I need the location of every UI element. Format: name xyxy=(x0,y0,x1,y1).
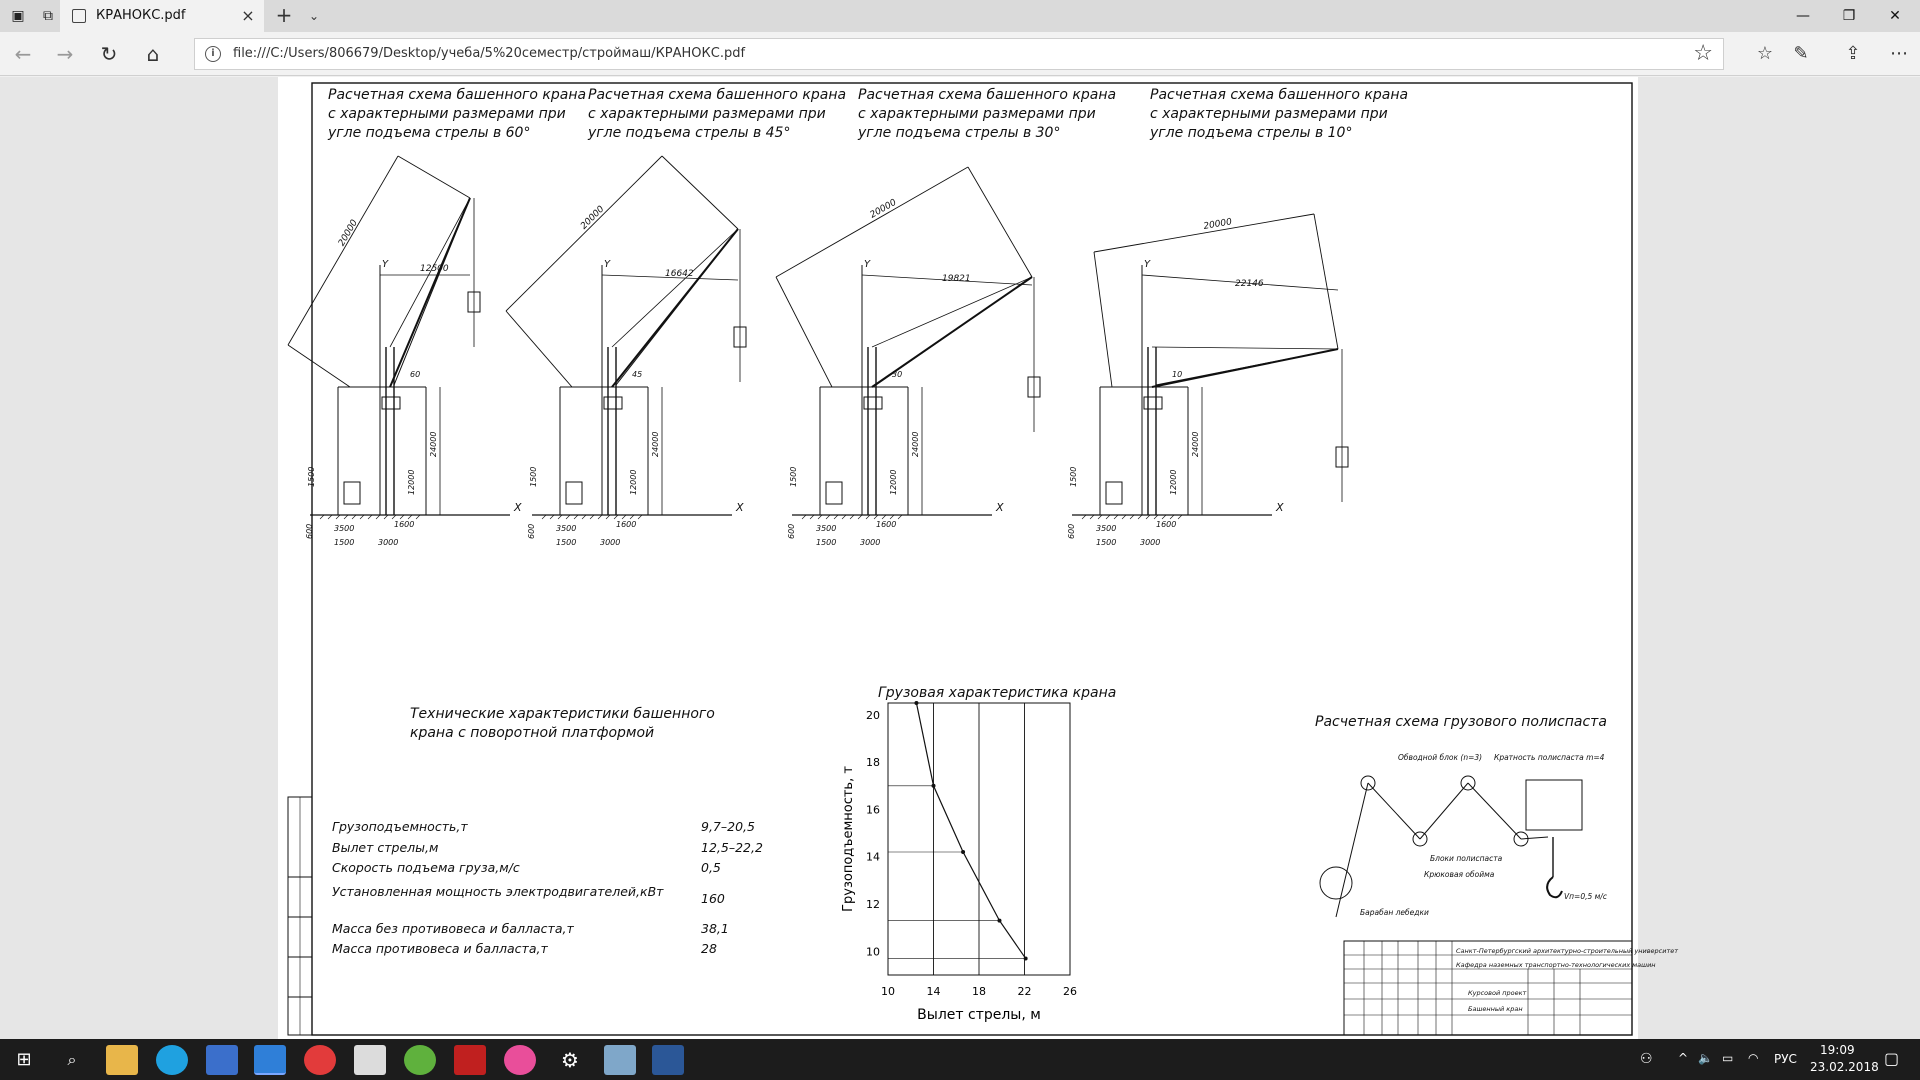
spec-value-4: 160 xyxy=(701,891,725,906)
hook-icon xyxy=(1547,877,1562,897)
frame-line-left xyxy=(506,156,662,311)
tab-active[interactable] xyxy=(60,0,264,32)
dim-3000-label: 3000 xyxy=(600,538,621,547)
scheme-title-1-line-3: угле подъема стрелы в 60° xyxy=(328,125,531,141)
pulley-label-speed: Vп=0,5 м/с xyxy=(1564,892,1607,901)
y-axis-title: Грузоподъемность, т xyxy=(841,766,856,912)
scheme-title-3-line-2: с характерными размерами при xyxy=(858,106,1096,122)
refresh-icon[interactable]: ↻ xyxy=(100,42,118,66)
y-axis-label: Y xyxy=(1144,259,1151,270)
y-axis-label: Y xyxy=(864,259,871,270)
home-icon[interactable]: ⌂ xyxy=(146,42,160,66)
reach-label: 16642 xyxy=(665,269,694,279)
dim-600-label: 600 xyxy=(1067,523,1076,539)
cab xyxy=(1144,397,1162,409)
rope-segment xyxy=(1468,783,1521,839)
spec-label-6: Масса противовеса и балласта,т xyxy=(332,941,548,956)
reach-label: 22146 xyxy=(1235,279,1264,289)
boom-stay xyxy=(1152,347,1338,349)
x-axis-title: Вылет стрелы, м xyxy=(917,1007,1041,1023)
load-point xyxy=(914,701,918,705)
restore-icon[interactable]: ❐ xyxy=(1842,8,1856,24)
winch-drum xyxy=(1320,867,1352,899)
dim-600-label: 600 xyxy=(787,523,796,539)
tray-chevron-icon[interactable]: ^ xyxy=(1678,1051,1689,1065)
x-tick-label: 18 xyxy=(972,985,986,998)
info-icon[interactable]: i xyxy=(205,46,221,62)
clock-date[interactable]: 23.02.2018 xyxy=(1810,1060,1879,1074)
boom-chord xyxy=(394,198,470,385)
clock-time[interactable]: 19:09 xyxy=(1820,1043,1855,1057)
boom-stay xyxy=(612,229,738,347)
frame-line-bottom xyxy=(1094,252,1112,387)
tower-height-label: 24000 xyxy=(651,431,660,457)
dim-1600-label: 1600 xyxy=(394,520,415,529)
rope-segment xyxy=(1368,783,1420,839)
dim-3000-label: 3000 xyxy=(860,538,881,547)
tab-bar xyxy=(0,0,1920,32)
dim-1600-label: 1600 xyxy=(616,520,637,529)
tech-title-line-2: крана с поворотной платформой xyxy=(410,725,655,741)
title-block xyxy=(1344,941,1678,1035)
language-indicator[interactable]: РУС xyxy=(1774,1052,1797,1066)
chevron-down-icon[interactable]: ⌄ xyxy=(308,9,320,23)
pulley-label-hook: Крюковая обойма xyxy=(1424,870,1495,879)
pulley-label-blocks: Блоки полиспаста xyxy=(1430,854,1503,863)
x-tick-label: 10 xyxy=(881,985,895,998)
boom-angle-label: 60 xyxy=(410,370,421,379)
scheme-title-1-line-2: с характерными размерами при xyxy=(328,106,566,122)
paint-icon[interactable] xyxy=(604,1045,636,1075)
counterweight xyxy=(1106,482,1122,504)
boom-length-label: 20000 xyxy=(579,204,607,232)
address-bar[interactable] xyxy=(194,38,1724,70)
forward-arrow-icon[interactable]: → xyxy=(56,42,74,66)
x-axis-label: X xyxy=(514,501,522,514)
load-point xyxy=(997,919,1001,923)
dim-3000-label: 3000 xyxy=(378,538,399,547)
chart-title: Грузовая характеристика крана xyxy=(878,685,1117,701)
scheme-title-4-line-3: угле подъема стрелы в 10° xyxy=(1150,125,1353,141)
y-axis-label: Y xyxy=(604,259,611,270)
spec-label-5: Масса без противовеса и балласта,т xyxy=(332,921,574,936)
boom-chord xyxy=(1156,349,1338,385)
taskbar xyxy=(0,1039,1920,1080)
x-tick-label: 26 xyxy=(1063,985,1077,998)
store-icon[interactable] xyxy=(206,1045,238,1075)
dim-1500-label: 1500 xyxy=(789,466,798,487)
boom-length-label: 20000 xyxy=(1202,217,1233,232)
frame-line-right xyxy=(968,167,1032,277)
boom-length-label: 20000 xyxy=(336,218,360,249)
load-curve xyxy=(916,703,1025,958)
spec-label-3: Скорость подъема груза,м/с xyxy=(332,860,520,875)
spec-label-4: Установленная мощность электродвигателей,кВт xyxy=(332,884,664,899)
dim-1500-bottom-label: 1500 xyxy=(1096,538,1117,547)
lower-height-label: 12000 xyxy=(889,469,898,495)
spec-label-2: Вылет стрелы,м xyxy=(332,840,439,855)
back-arrow-icon[interactable]: ← xyxy=(14,42,32,66)
crane-scheme-45 xyxy=(506,156,746,547)
rope-segment xyxy=(1420,783,1468,839)
rope-segment xyxy=(1336,783,1368,917)
x-axis-label: X xyxy=(736,501,744,514)
y-axis-label: Y xyxy=(382,259,389,270)
dim-1500-label: 1500 xyxy=(529,466,538,487)
search-icon[interactable]: ⌕ xyxy=(67,1050,77,1069)
dim-3500-label: 3500 xyxy=(334,524,355,533)
dim-1500-bottom-label: 1500 xyxy=(334,538,355,547)
tower-height-label: 24000 xyxy=(1191,431,1200,457)
cab xyxy=(864,397,882,409)
utorrent-icon[interactable] xyxy=(404,1045,436,1075)
frame-line-right xyxy=(398,156,470,198)
minimize-icon[interactable]: — xyxy=(1796,8,1810,24)
y-tick-label: 12 xyxy=(866,898,880,912)
spec-value-1: 9,7–20,5 xyxy=(701,819,755,834)
boom-angle-label: 45 xyxy=(632,370,643,379)
hook-block-frame xyxy=(1526,780,1582,830)
crane-scheme-10 xyxy=(1067,214,1348,547)
boom-angle-label: 30 xyxy=(892,370,903,379)
crane-scheme-30 xyxy=(776,167,1040,547)
y-tick-label: 18 xyxy=(866,756,880,770)
pulley-label-drum: Барабан лебедки xyxy=(1360,908,1429,917)
frame-line-right xyxy=(1314,214,1338,349)
y-tick-label: 14 xyxy=(866,850,880,864)
dim-1500-bottom-label: 1500 xyxy=(556,538,577,547)
counterweight xyxy=(344,482,360,504)
pulley-title: Расчетная схема грузового полиспаста xyxy=(1315,714,1607,730)
tab-title: КРАНОКС.pdf xyxy=(96,8,186,23)
cab xyxy=(382,397,400,409)
spec-table xyxy=(332,819,763,956)
frame-line-left xyxy=(288,156,398,345)
dim-1600-label: 1600 xyxy=(876,520,897,529)
set-aside-tabs-icon[interactable]: ⧉ xyxy=(43,8,53,24)
scheme-title-4-line-1: Расчетная схема башенного крана xyxy=(1150,87,1409,103)
tab-actions-icon[interactable]: ▣ xyxy=(11,8,25,24)
crane-schemes xyxy=(288,156,1348,547)
spec-value-3: 0,5 xyxy=(701,860,721,875)
dim-1600-label: 1600 xyxy=(1156,520,1177,529)
address-url: file:///C:/Users/806679/Desktop/учеба/5%20семестр/строймаш/КРАНОКС.pdf xyxy=(233,46,746,61)
scheme-title-4-line-2: с характерными размерами при xyxy=(1150,106,1388,122)
scheme-title-2-line-3: угле подъема стрелы в 45° xyxy=(588,125,791,141)
y-tick-label: 16 xyxy=(866,803,880,817)
frame-line-left xyxy=(1094,214,1314,252)
skype-icon[interactable] xyxy=(156,1045,188,1075)
favorite-star-icon[interactable]: ☆ xyxy=(1693,41,1713,66)
dim-3500-label: 3500 xyxy=(816,524,837,533)
counterweight xyxy=(826,482,842,504)
tower-height-label: 24000 xyxy=(429,431,438,457)
load-point xyxy=(1024,956,1028,960)
favorites-icon[interactable]: ☆ xyxy=(1756,43,1774,64)
spec-label-1: Грузоподъемность,т xyxy=(332,819,468,834)
lower-height-label: 12000 xyxy=(629,469,638,495)
spec-value-6: 28 xyxy=(701,941,717,956)
drawing-sheet xyxy=(278,77,1679,1039)
lower-height-label: 12000 xyxy=(407,469,416,495)
boom-angle-label: 10 xyxy=(1172,370,1183,379)
boom-length-label: 20000 xyxy=(868,197,899,221)
pdf-file-icon xyxy=(72,9,86,23)
word-icon[interactable] xyxy=(652,1045,684,1075)
title-block-university: Санкт-Петербургский архитектурно-строительный университет xyxy=(1456,947,1679,955)
frame-line-bottom xyxy=(288,345,350,387)
yandex-icon[interactable] xyxy=(304,1045,336,1075)
frame-line-right xyxy=(662,156,738,229)
tower-height-label: 24000 xyxy=(911,431,920,457)
dim-1500-label: 1500 xyxy=(307,466,316,487)
load-point xyxy=(932,784,936,788)
title-block-subject: Башенный кран xyxy=(1468,1005,1523,1013)
settings-gear-icon[interactable]: ⚙ xyxy=(561,1048,579,1072)
frame-line-bottom xyxy=(776,277,832,387)
dim-1500-bottom-label: 1500 xyxy=(816,538,837,547)
y-tick-label: 10 xyxy=(866,945,880,959)
pdf-page xyxy=(278,77,1679,1039)
volume-icon[interactable]: 🔈 xyxy=(1698,1051,1713,1065)
scheme-title-3-line-1: Расчетная схема башенного крана xyxy=(858,87,1117,103)
x-axis-label: X xyxy=(1276,501,1284,514)
counterweight xyxy=(566,482,582,504)
reach-label: 19821 xyxy=(942,274,971,284)
x-axis-label: X xyxy=(996,501,1004,514)
tech-title-line-1: Технические характеристики башенного xyxy=(410,706,715,722)
title-block-department: Кафедра наземных транспортно-технологических машин xyxy=(1456,961,1656,969)
spec-value-5: 38,1 xyxy=(701,921,729,936)
pulley-label-ratio: Кратность полиспаста m=4 xyxy=(1494,753,1605,762)
title-block-work: Курсовой проект xyxy=(1468,989,1527,997)
dim-3500-label: 3500 xyxy=(1096,524,1117,533)
close-window-icon[interactable]: ✕ xyxy=(1889,8,1901,24)
frame-line-left xyxy=(776,167,968,277)
navigation-bar xyxy=(0,32,1920,76)
dim-3500-label: 3500 xyxy=(556,524,577,533)
pulley-label-bypass: Обводной блок (n=3) xyxy=(1398,753,1483,762)
scheme-title-3-line-3: угле подъема стрелы в 30° xyxy=(858,125,1061,141)
boom-chord xyxy=(616,229,738,385)
spec-value-2: 12,5–22,2 xyxy=(701,840,763,855)
notes-pen-icon[interactable]: ✎ xyxy=(1793,43,1809,64)
load-chart xyxy=(841,685,1116,1023)
x-tick-label: 14 xyxy=(926,985,941,998)
frame-line-bottom xyxy=(506,311,572,387)
scheme-title-2-line-2: с характерными размерами при xyxy=(588,106,826,122)
dim-600-label: 600 xyxy=(527,523,536,539)
lower-height-label: 12000 xyxy=(1169,469,1178,495)
more-icon[interactable]: ⋯ xyxy=(1890,43,1908,64)
load-point xyxy=(961,850,965,854)
share-icon[interactable]: ⇪ xyxy=(1845,43,1861,64)
reach-label: 12500 xyxy=(420,264,449,274)
pulley-scheme xyxy=(1315,714,1608,917)
file-explorer-icon[interactable] xyxy=(106,1045,138,1075)
scheme-title-1-line-1: Расчетная схема башенного крана xyxy=(328,87,587,103)
mail-icon[interactable] xyxy=(354,1045,386,1075)
windows-start-icon[interactable]: ⊞ xyxy=(16,1049,32,1070)
scheme-title-2-line-1: Расчетная схема башенного крана xyxy=(588,87,847,103)
notifications-icon[interactable]: ▢ xyxy=(1884,1049,1900,1068)
tab-close-icon[interactable]: × xyxy=(241,6,255,25)
cab xyxy=(604,397,622,409)
boom-chord xyxy=(876,277,1032,385)
dim-1500-label: 1500 xyxy=(1069,466,1078,487)
acrobat-icon[interactable] xyxy=(454,1045,486,1075)
scheme-titles xyxy=(327,87,1408,141)
rope-segment xyxy=(1521,837,1548,839)
boom-stay xyxy=(872,277,1032,347)
dim-600-label: 600 xyxy=(305,523,314,539)
new-tab-icon[interactable]: + xyxy=(275,3,293,27)
wifi-icon[interactable]: ◠ xyxy=(1748,1051,1759,1065)
dim-3000-label: 3000 xyxy=(1140,538,1161,547)
edge-icon[interactable] xyxy=(254,1045,286,1075)
crane-scheme-60 xyxy=(288,156,522,547)
pdf-viewer[interactable] xyxy=(0,77,1920,1039)
itunes-icon[interactable] xyxy=(504,1045,536,1075)
battery-icon[interactable]: ▭ xyxy=(1722,1051,1734,1065)
y-tick-label: 20 xyxy=(866,708,880,722)
x-tick-label: 22 xyxy=(1017,985,1032,998)
people-icon[interactable]: ⚇ xyxy=(1640,1051,1653,1067)
